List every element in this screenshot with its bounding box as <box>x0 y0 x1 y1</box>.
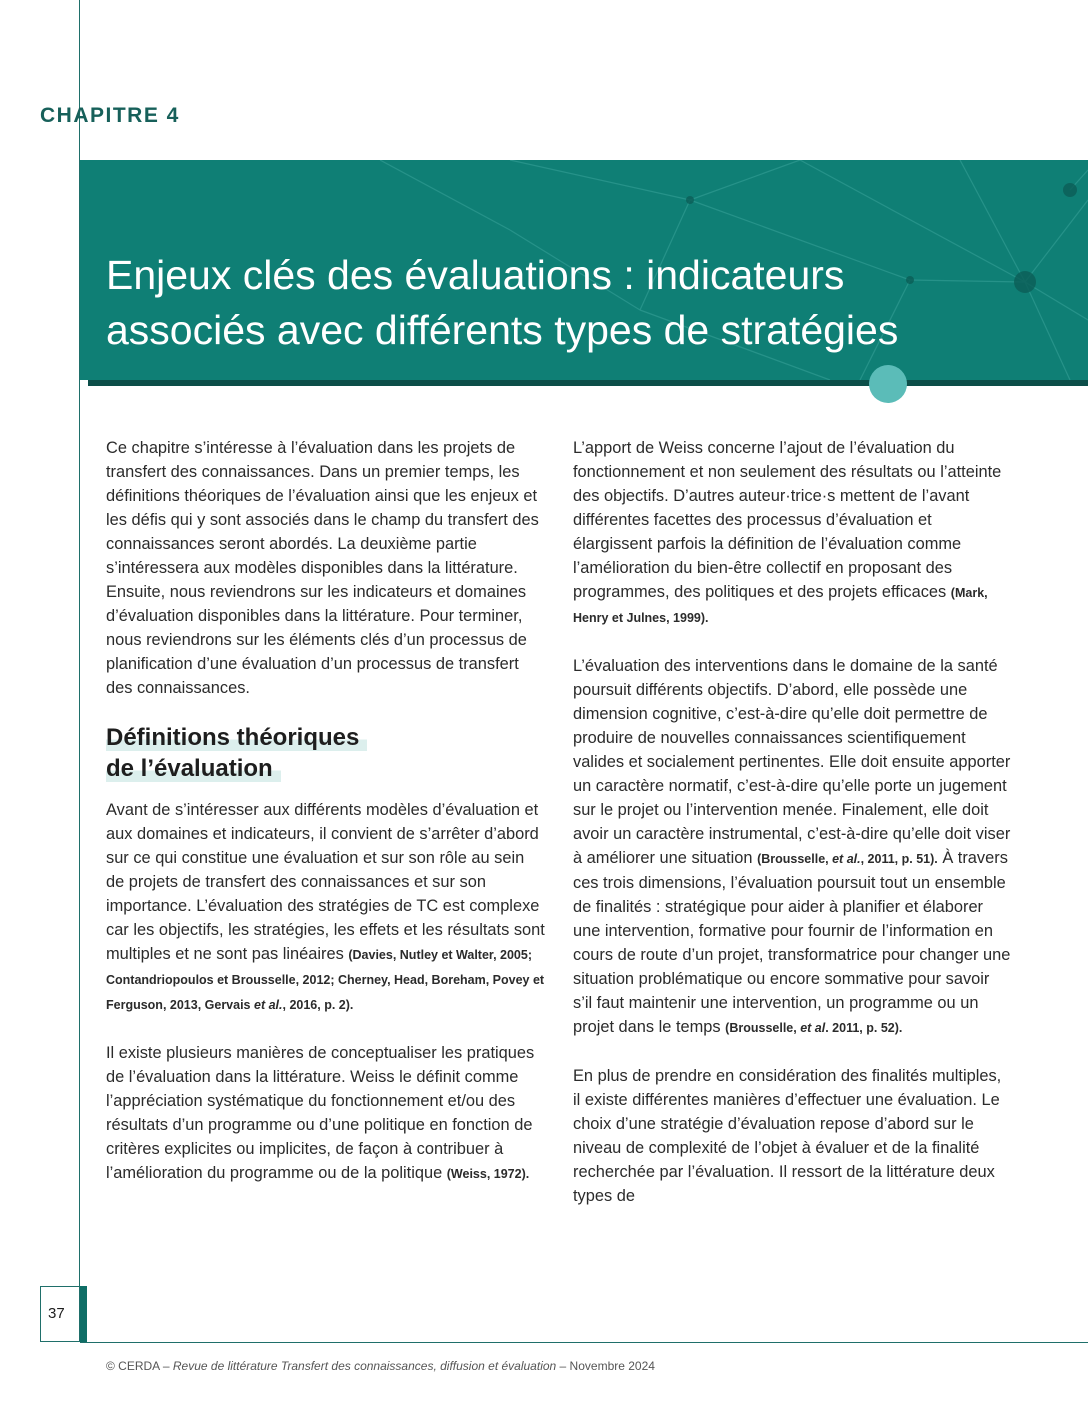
citation-text: . 2011, p. 52). <box>825 1021 903 1035</box>
page-number-bar <box>80 1286 87 1342</box>
definition-paragraph <box>106 798 546 1017</box>
paragraph-text: Avant de s’intéresser aux différents modèles d’évaluation et aux domaines et indicateurs, il convient de s’arrêter d’abord sur ce qui constitue une évaluation et sur son rôle au sein de projets de transfert des connaissances et sur son importance. L’évaluation des stratégies de TC est complexe car les objectifs, les stratégies, les effets et les résultats sont multiples et ne sont pas linéaires <box>106 801 545 963</box>
weiss-paragraph <box>106 1041 546 1186</box>
citation-etal: et al. <box>254 998 283 1012</box>
heading-line-2: de l’évaluation <box>106 755 281 782</box>
title-banner <box>80 160 1088 380</box>
paragraph-text: L’apport de Weiss concerne l’ajout de l’évaluation du fonctionnement et non seulement des résultats ou l’atteinte des objectifs. D’autres auteur·trice·s mettent de l’avant différentes facettes des processus d’évaluation et élargissent parfois la définition de l’évaluation comme l’amélioration du bien-être collectif en proposant des programmes, des politiques et des projets efficaces <box>573 439 1002 601</box>
paragraph-text: À travers ces trois dimensions, l’évaluation poursuit tout un ensemble de finalités : stratégique pour aider à planifier et élaborer une intervention, formative pour fournir de l’information en cours de route d’un projet, transformatrice pour changer une situation problématique ou encore sommative pour savoir s’il faut maintenir une intervention, un programme ou un projet dans le temps <box>573 849 1011 1036</box>
citation-text: , 2016, p. 2). <box>282 998 354 1012</box>
left-column <box>106 436 546 1186</box>
citation <box>757 852 938 866</box>
citation-text: (Brousselle, <box>725 1021 797 1035</box>
footer-rule <box>80 1342 1088 1343</box>
citation: (Mark, Henry et Julnes, 1999). <box>573 586 988 625</box>
paragraph-text: Il existe plusieurs manières de conceptualiser les pratiques de l’évaluation dans la littérature. Weiss le définit comme l’appréciation systématique du fonctionnement et/ou des résultats d’un programme ou d’une politique en fonction de critères explicites ou implicites, de façon à contribuer à l’amélioration du programme ou de la politique <box>106 1044 535 1182</box>
citation: (Weiss, 1972). <box>446 1167 530 1181</box>
page-title <box>106 248 1066 358</box>
right-column <box>573 436 1013 1208</box>
page-number: 37 <box>48 1305 65 1322</box>
citation-text: (Brousselle, <box>757 852 829 866</box>
section-heading <box>106 722 546 784</box>
citation-etal: et al. <box>832 852 861 866</box>
weiss-contribution-paragraph <box>573 436 1013 630</box>
decorative-circle <box>869 365 907 403</box>
footer-publication-title: Revue de littérature Transfert des connaissances, diffusion et évaluation <box>172 1359 557 1373</box>
heading-line-1: Définitions théoriques <box>106 724 367 751</box>
footer-prefix: © CERDA – <box>106 1359 170 1373</box>
evaluation-strategy-paragraph: En plus de prendre en considération des finalités multiples, il existe différentes manières d’effectuer une évaluation. Le choix d’une stratégie d’évaluation repose d’abord sur le niveau de complexité de l’objet à évaluer et de la finalité recherchée par l’évaluation. Il ressort de la littérature deux types de <box>573 1067 1002 1205</box>
intro-paragraph: Ce chapitre s’intéresse à l’évaluation dans les projets de transfert des connaissances. Dans un premier temps, les définitions théoriques de l’évaluation ainsi que les enjeux et les défis qui y sont associés dans le champ du transfert des connaissances seront abordés. La deuxième partie s’intéressera aux modèles disponibles dans la littérature. Ensuite, nous reviendrons sur les indicateurs et domaines d’évaluation disponibles dans la littérature. Pour terminer, nous reviendrons sur les éléments clés d’un processus de planification d’une évaluation d’un processus de transfert des connaissances. <box>106 439 539 697</box>
footer-date: – Novembre 2024 <box>559 1359 655 1373</box>
health-evaluation-paragraph <box>573 654 1013 1040</box>
title-line-2: associés avec différents types de stratégies <box>106 307 899 353</box>
title-line-1: Enjeux clés des évaluations : indicateurs <box>106 252 845 298</box>
citation-etal: et al <box>800 1021 826 1035</box>
citation <box>725 1021 902 1035</box>
chapter-label: CHAPITRE 4 <box>40 104 180 127</box>
footer <box>106 1359 655 1373</box>
citation-text: , 2011, p. 51). <box>860 852 938 866</box>
paragraph-text: L’évaluation des interventions dans le domaine de la santé poursuit différents objectifs. D’abord, elle possède une dimension cognitive, c’est-à-dire qu’elle doit permettre de produire de nouvelles connaissances scientifiquement valides et socialement pertinentes. Elle doit ensuite apporter un caractère normatif, c’est-à-dire qu’elle porte un jugement sur le projet ou l’intervention menée. Finalement, elle doit avoir un caractère instrumental, c’est-à-dire qu’elle doit viser à améliorer une situation <box>573 657 1011 867</box>
citation-text: (Davies, Nutley et Walter, 2005; Contandriopoulos et Brousselle, 2012; Cherney, Head, Boreham, Povey et Ferguson, 2013, Gervais <box>106 948 545 1012</box>
banner-shadow <box>88 380 1088 386</box>
